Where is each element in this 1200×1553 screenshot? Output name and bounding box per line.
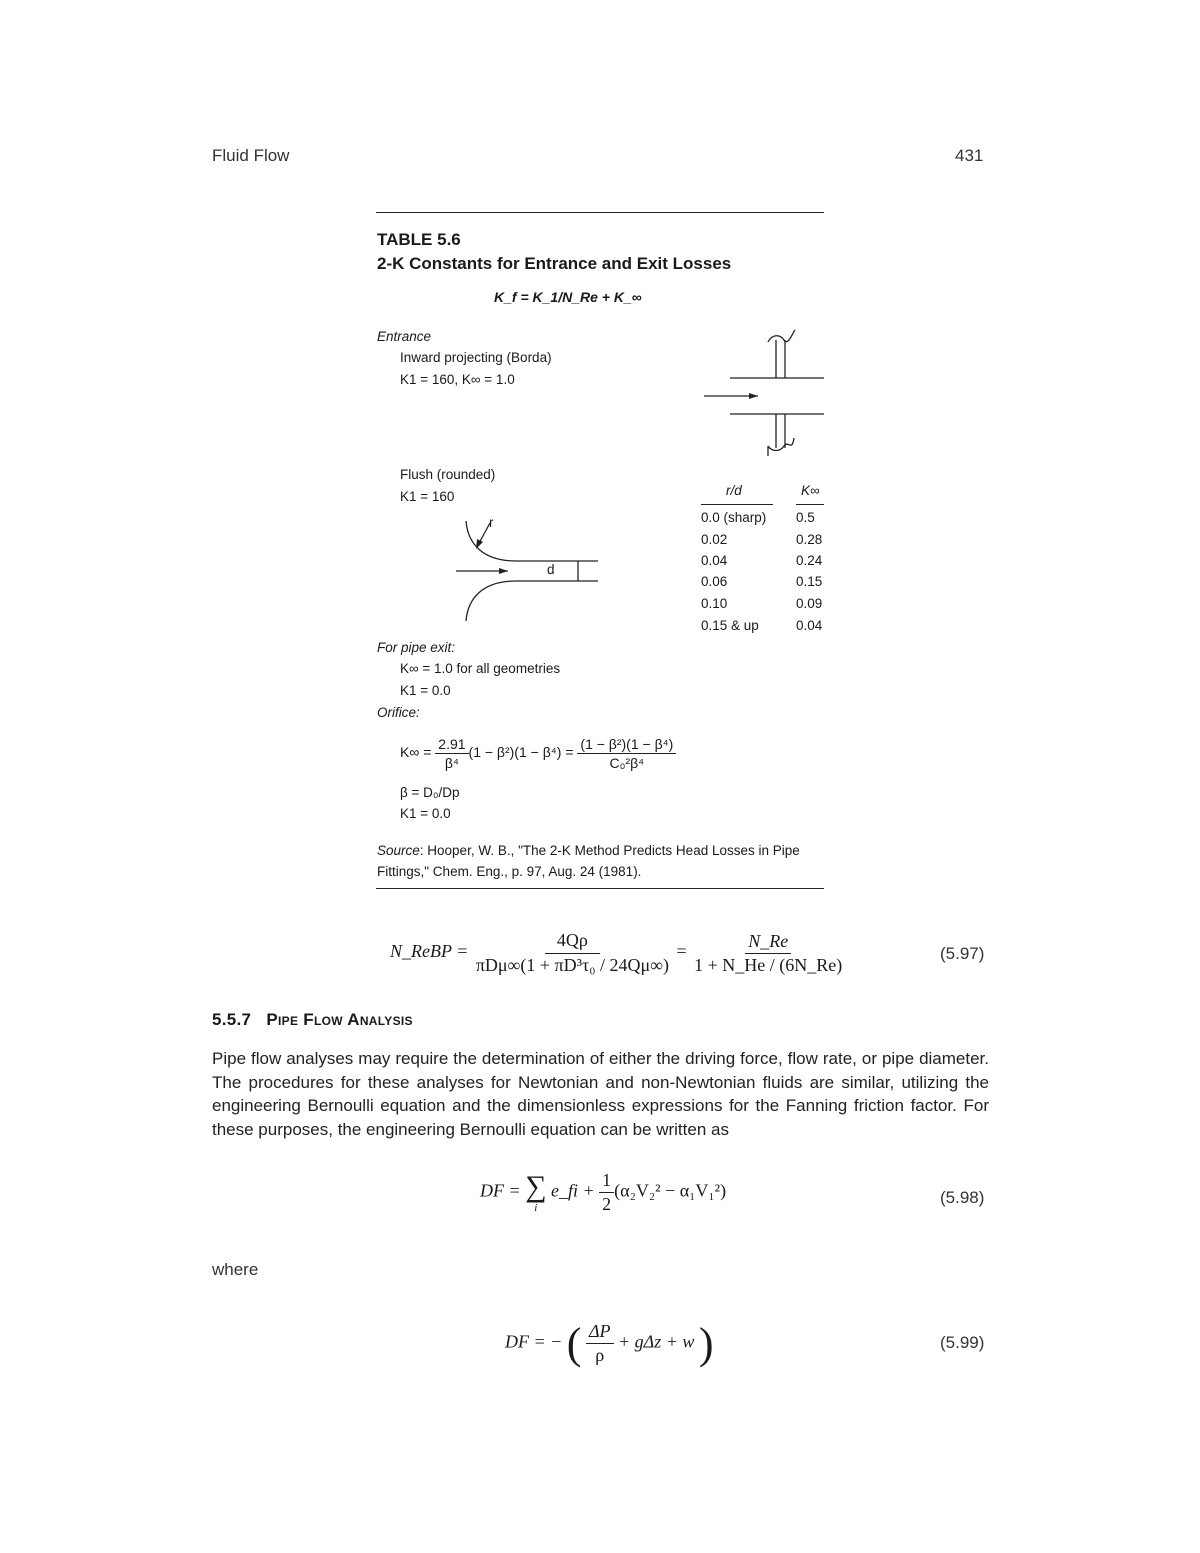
running-header: Fluid Flow — [212, 146, 290, 165]
rd-cell: 0.06 — [701, 574, 728, 589]
inward-projecting-figure — [700, 328, 830, 460]
flush-name: Flush (rounded) — [400, 467, 496, 482]
table-formula: K_f = K_1/N_Re + K_∞ — [494, 289, 642, 305]
kinf-cell: 0.24 — [796, 553, 823, 568]
beta-definition: β = D₀/Dp — [400, 785, 460, 800]
flush-rounded-figure — [450, 515, 605, 625]
eq599-rest: + gΔz + w — [618, 1331, 695, 1352]
kinf-cell: 0.15 — [796, 574, 823, 589]
rd-cell: 0.02 — [701, 532, 728, 547]
table-label: TABLE 5.6 — [377, 230, 461, 249]
rd-header-rule — [701, 504, 773, 505]
flush-constants: K1 = 160 — [400, 489, 455, 504]
section-title: Pipe Flow Analysis — [266, 1010, 413, 1029]
table-bottom-rule — [376, 888, 824, 889]
section-heading — [212, 1010, 413, 1030]
eq598-term: e_fi + — [551, 1180, 595, 1201]
eq599-lhs: DF = − — [505, 1331, 563, 1352]
rd-cell: 0.15 & up — [701, 618, 759, 633]
eq598-half-den: 2 — [602, 1194, 612, 1214]
equation-5-99: DF = − ( $\frac{\Delta P}{\rho}$ + gΔz + w ) — [505, 1319, 714, 1368]
inward-constants: K1 = 160, K∞ = 1.0 — [400, 372, 515, 387]
entrance-label: Entrance — [377, 329, 432, 344]
eq598-half-num: 1 — [599, 1170, 614, 1193]
figure-label-d: d — [547, 562, 555, 577]
table-source — [377, 840, 825, 882]
eq599-frac-num: ΔP — [586, 1321, 614, 1344]
pipe-exit-label: For pipe exit: — [377, 640, 456, 655]
source-label: Source — [377, 843, 420, 858]
kinf-cell: 0.5 — [796, 510, 815, 525]
rd-cell: 0.0 (sharp) — [701, 510, 767, 525]
kinf-cell: 0.28 — [796, 532, 823, 547]
kinf-header-rule — [796, 504, 824, 505]
equation-5-98 — [480, 1170, 726, 1215]
eq597-frac1-den: πDμ∞(1 + πD³τ₀ / 24Qμ∞) — [475, 955, 669, 975]
orifice-equation — [400, 736, 676, 771]
orifice-frac2-num: (1 − β²)(1 − β⁴) — [577, 736, 676, 754]
kinf-cell: 0.04 — [796, 618, 823, 633]
eq598-number: (5.98) — [940, 1188, 985, 1207]
eq597-lhs: N_ReBP = — [390, 941, 469, 962]
kinf-header: K∞ — [801, 483, 820, 498]
eq598-rest: (α₂V₂² − α₁V₁²) — [614, 1180, 727, 1201]
inward-name: Inward projecting (Borda) — [400, 350, 552, 365]
body-paragraph: Pipe flow analyses may require the determination of either the driving force, flow rate, or pipe diameter. The procedures for these analyses for Newtonian and non-Newtonian fluids are similar, utilizing the engineering Bernoulli equation and the dimensionless expressions for the Fanning friction factor. For these purposes, the engineering Bernoulli equation can be written as — [212, 1049, 989, 1139]
rd-cell: 0.04 — [701, 553, 728, 568]
pipe-exit-kinf: K∞ = 1.0 for all geometries — [400, 661, 561, 676]
orifice-eq-lhs: K∞ = — [400, 744, 432, 761]
rd-cell: 0.10 — [701, 596, 728, 611]
eq597-frac1-num: 4Qρ — [545, 930, 600, 954]
orifice-frac1-num: 2.91 — [435, 736, 468, 754]
page-number: 431 — [955, 146, 984, 165]
orifice-k1: K1 = 0.0 — [400, 806, 451, 821]
summation-symbol: ∑ — [525, 1169, 547, 1203]
rd-header: r/d — [726, 483, 742, 498]
table-title: 2-K Constants for Entrance and Exit Losses — [377, 254, 732, 273]
source-text: : Hooper, W. B., "The 2-K Method Predicts Head Losses in Pipe Fittings," Chem. Eng., p. 97, Aug. 24 (1981). — [377, 843, 800, 879]
eq597-eq: = — [676, 941, 687, 962]
where-text: where — [212, 1260, 259, 1279]
table-top-rule — [376, 212, 824, 213]
equation-5-97 — [390, 930, 845, 976]
eq599-number: (5.99) — [940, 1333, 985, 1352]
eq597-frac2-num: N_Re — [745, 931, 791, 954]
summation-index: i — [534, 1201, 538, 1214]
eq597-frac2-den: 1 + N_He / (6N_Re) — [694, 954, 843, 975]
eq598-lhs: DF = — [480, 1180, 521, 1201]
orifice-frac1-den: β⁴ — [444, 755, 459, 771]
eq599-frac-den: ρ — [595, 1345, 605, 1365]
eq597-number: (5.97) — [940, 944, 985, 963]
orifice-label: Orifice: — [377, 705, 420, 720]
section-number: 5.5.7 — [212, 1010, 252, 1029]
kinf-cell: 0.09 — [796, 596, 823, 611]
orifice-eq-mid: (1 − β²)(1 − β⁴) = — [468, 744, 574, 761]
orifice-frac2-den: C₀²β⁴ — [609, 755, 645, 771]
pipe-exit-k1: K1 = 0.0 — [400, 683, 451, 698]
figure-label-r: r — [489, 515, 494, 530]
